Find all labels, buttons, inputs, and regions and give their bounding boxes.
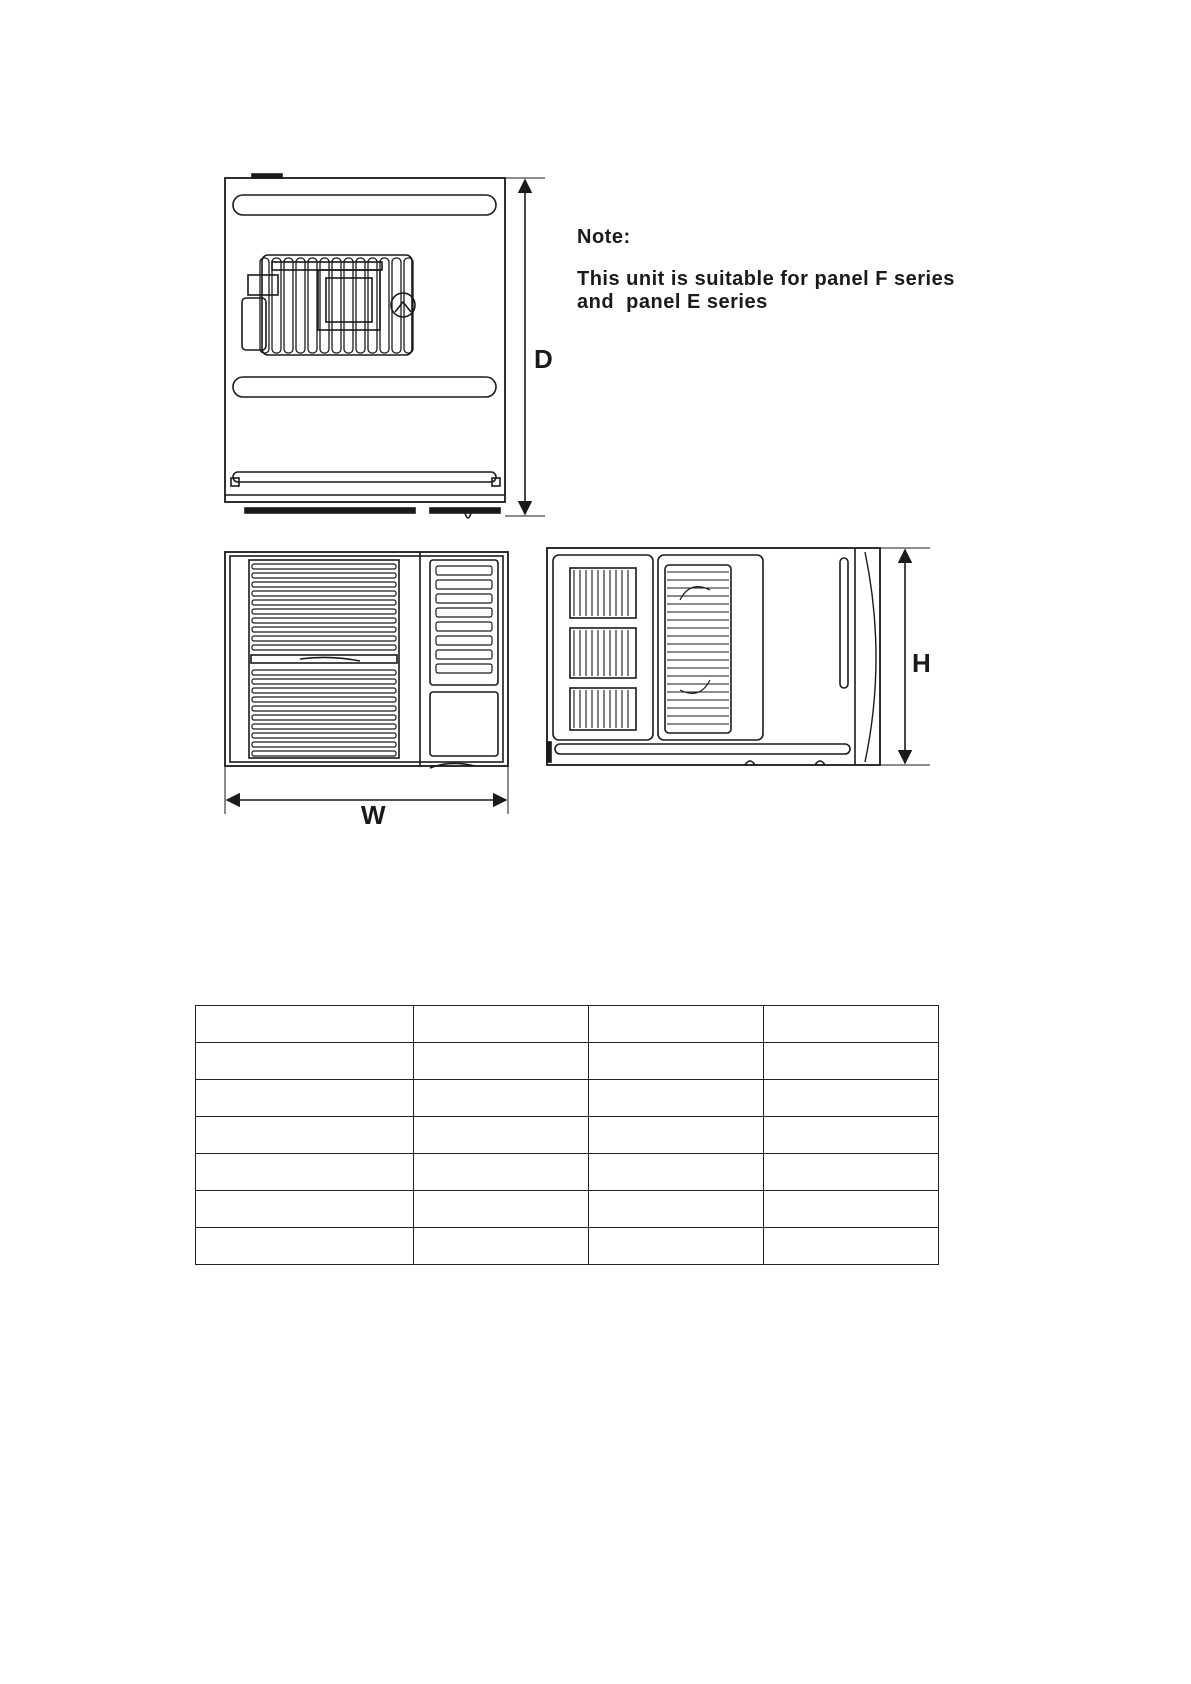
table-row [196,1154,939,1191]
table-row [196,1080,939,1117]
table-cell [589,1080,764,1117]
table-row [196,1117,939,1154]
table-cell [589,1154,764,1191]
table-cell [764,1154,939,1191]
table-cell [414,1080,589,1117]
table-cell [196,1117,414,1154]
table-cell [196,1228,414,1265]
table-cell [196,1191,414,1228]
note-title: Note: [577,226,631,248]
height-label: H [912,648,931,678]
dimensions-table [195,1005,939,1265]
table-cell [589,1043,764,1080]
depth-label: D [534,344,553,374]
table-row [196,1043,939,1080]
table-cell [589,1006,764,1043]
table-cell [589,1191,764,1228]
table-cell [764,1191,939,1228]
table-cell [196,1154,414,1191]
table-cell [414,1043,589,1080]
table-cell [764,1006,939,1043]
table-row [196,1006,939,1043]
side-view-drawing [547,548,880,765]
table-cell [414,1006,589,1043]
table-cell [414,1228,589,1265]
table-row [196,1191,939,1228]
top-view-drawing [225,174,505,518]
table-row [196,1228,939,1265]
note-body: This unit is suitable for panel F series and panel E series [577,268,955,313]
width-label: W [361,800,386,830]
table-cell [414,1191,589,1228]
table-cell [414,1154,589,1191]
table-cell [196,1006,414,1043]
table-cell [764,1228,939,1265]
table-cell [764,1080,939,1117]
table-cell [589,1228,764,1265]
table-cell [414,1117,589,1154]
table-cell [764,1043,939,1080]
front-view-drawing [225,552,508,768]
table-cell [764,1117,939,1154]
table-cell [196,1043,414,1080]
table-cell [589,1117,764,1154]
table-cell [196,1080,414,1117]
